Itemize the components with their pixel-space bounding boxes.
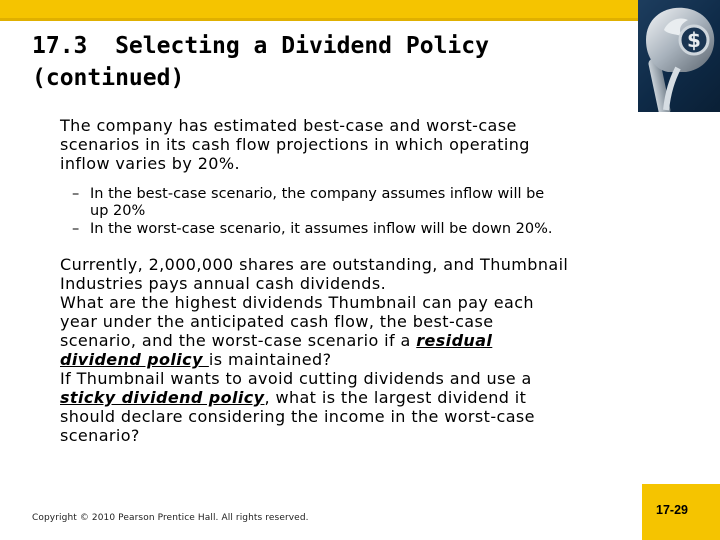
scenario-best-line-2: up 20% xyxy=(90,203,146,219)
intro-line-3: inflow varies by 20%. xyxy=(60,154,240,173)
slide-body xyxy=(60,116,640,173)
slide-title xyxy=(32,30,632,94)
intro-paragraph xyxy=(60,116,640,173)
dividend-policy-term: dividend policy xyxy=(60,350,209,369)
q2-line-4: scenario? xyxy=(60,426,140,445)
sticky-dividend-policy-term: sticky dividend policy xyxy=(60,388,265,407)
q2-after-term: , what is the largest dividend it xyxy=(264,388,527,407)
page-number: 17-29 xyxy=(656,503,688,517)
shares-line-1: Currently, 2,000,000 shares are outstanding, and Thumbnail xyxy=(60,255,569,274)
wrench-dollar-icon xyxy=(638,0,720,112)
list-dash: – xyxy=(72,221,80,237)
scenario-list xyxy=(72,186,692,239)
question-residual xyxy=(60,293,640,369)
q1-line-3: scenario, and the worst-case scenario if a xyxy=(60,331,417,350)
shares-paragraph xyxy=(60,255,640,293)
intro-line-1: The company has estimated best-case and worst-case xyxy=(60,116,517,135)
list-dash: – xyxy=(72,186,80,202)
scenario-best-line-1: In the best-case scenario, the company assumes inflow will be xyxy=(90,186,545,202)
header-accent-shadow xyxy=(0,18,642,21)
copyright-notice: Copyright © 2010 Pearson Prentice Hall. All rights reserved. xyxy=(32,513,309,523)
scenario-item-best xyxy=(72,186,692,220)
q1-after: is maintained? xyxy=(208,350,332,369)
residual-term: residual xyxy=(416,331,493,350)
svg-text:$: $ xyxy=(687,28,701,52)
question-sticky xyxy=(60,369,640,445)
q2-line-1: If Thumbnail wants to avoid cutting dividends and use a xyxy=(60,369,532,388)
scenario-item-worst xyxy=(72,221,692,238)
slide-body-lower xyxy=(60,255,640,445)
slide-title-line-1: 17.3 Selecting a Dividend Policy xyxy=(32,33,489,59)
slide-title-line-2: (continued) xyxy=(32,65,185,91)
scenario-worst-line-1: In the worst-case scenario, it assumes inflow will be down 20%. xyxy=(90,221,553,237)
q1-line-1: What are the highest dividends Thumbnail can pay each xyxy=(60,293,534,312)
intro-line-2: scenarios in its cash flow projections in which operating xyxy=(60,135,530,154)
q2-line-3: should declare considering the income in the worst-case xyxy=(60,407,535,426)
corner-illustration xyxy=(638,0,720,112)
q1-line-2: year under the anticipated cash flow, the best-case xyxy=(60,312,494,331)
header-accent-bar xyxy=(0,0,642,18)
shares-line-2: Industries pays annual cash dividends. xyxy=(60,274,387,293)
